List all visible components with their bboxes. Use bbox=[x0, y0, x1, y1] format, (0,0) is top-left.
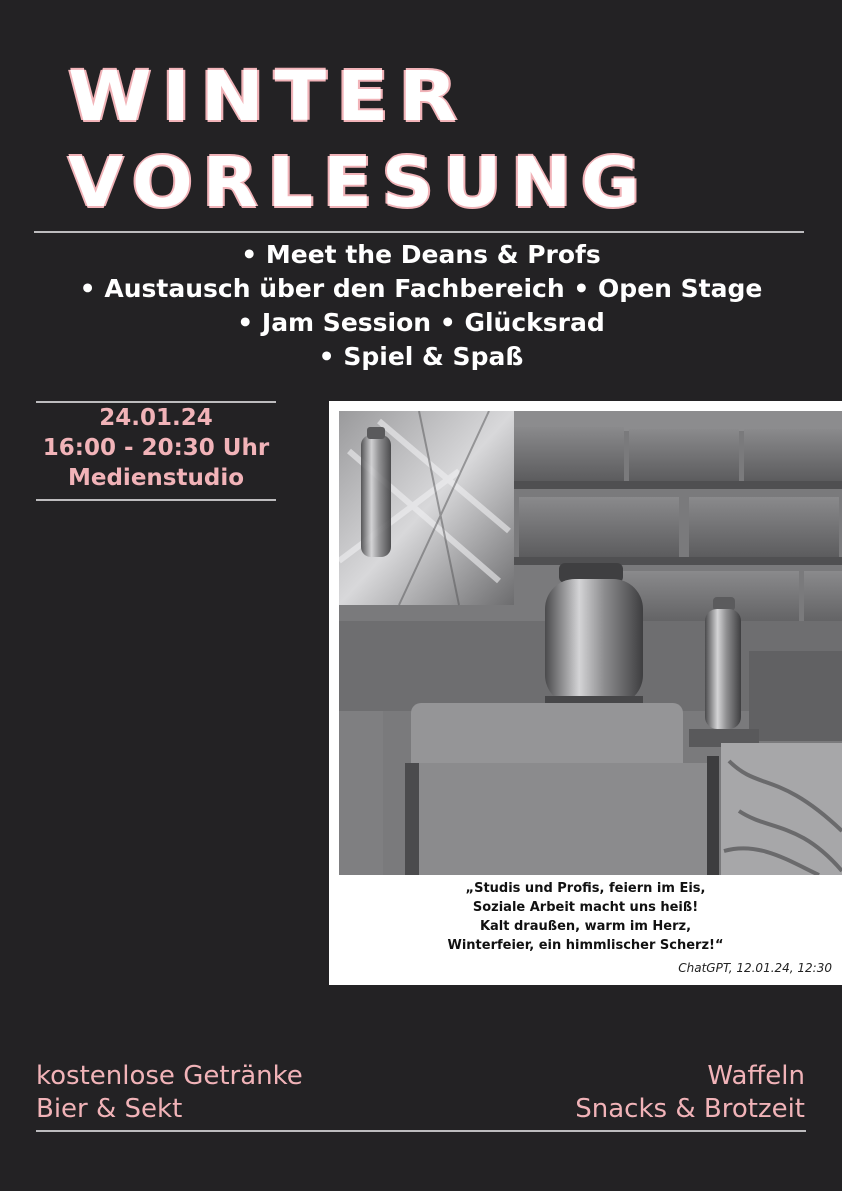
footer-item: Waffeln bbox=[707, 1061, 805, 1091]
event-info bbox=[36, 403, 276, 493]
quote-credit: ChatGPT, 12.01.24, 12:30 bbox=[678, 961, 832, 975]
lecture-hall-photo bbox=[339, 411, 842, 875]
footer-food bbox=[575, 1060, 805, 1126]
photo-card bbox=[329, 401, 842, 985]
quote-line: Soziale Arbeit macht uns heiß! bbox=[472, 900, 699, 915]
quote-line: „Studis und Profis, feiern im Eis, bbox=[465, 881, 706, 896]
footer-divider bbox=[36, 1130, 806, 1132]
quote-text bbox=[329, 879, 842, 955]
highlight-item: • Austausch über den Fachbereich • Open Stage bbox=[79, 274, 763, 303]
event-location: Medienstudio bbox=[67, 465, 244, 491]
footer-item: Snacks & Brotzeit bbox=[575, 1094, 805, 1124]
lecture-hall-illustration bbox=[339, 411, 842, 875]
footer-item: kostenlose Getränke bbox=[36, 1061, 303, 1091]
quote-line: Kalt draußen, warm im Herz, bbox=[479, 919, 692, 934]
footer-item: Bier & Sekt bbox=[36, 1094, 183, 1124]
highlight-item: • Spiel & Spaß bbox=[318, 342, 524, 371]
quote-line: Winterfeier, ein himmlischer Scherz!“ bbox=[447, 938, 724, 953]
highlight-item: • Meet the Deans & Profs bbox=[241, 240, 601, 269]
highlights-list bbox=[0, 238, 842, 374]
event-divider-bottom bbox=[36, 499, 276, 501]
highlight-item: • Jam Session • Glücksrad bbox=[237, 308, 605, 337]
title-line-2: VORLESUNG bbox=[68, 142, 650, 223]
footer-drinks bbox=[36, 1060, 303, 1126]
event-date: 24.01.24 bbox=[99, 405, 213, 431]
title-line-1: WINTER bbox=[68, 56, 468, 137]
event-time: 16:00 - 20:30 Uhr bbox=[42, 435, 270, 461]
title-divider bbox=[34, 231, 804, 233]
